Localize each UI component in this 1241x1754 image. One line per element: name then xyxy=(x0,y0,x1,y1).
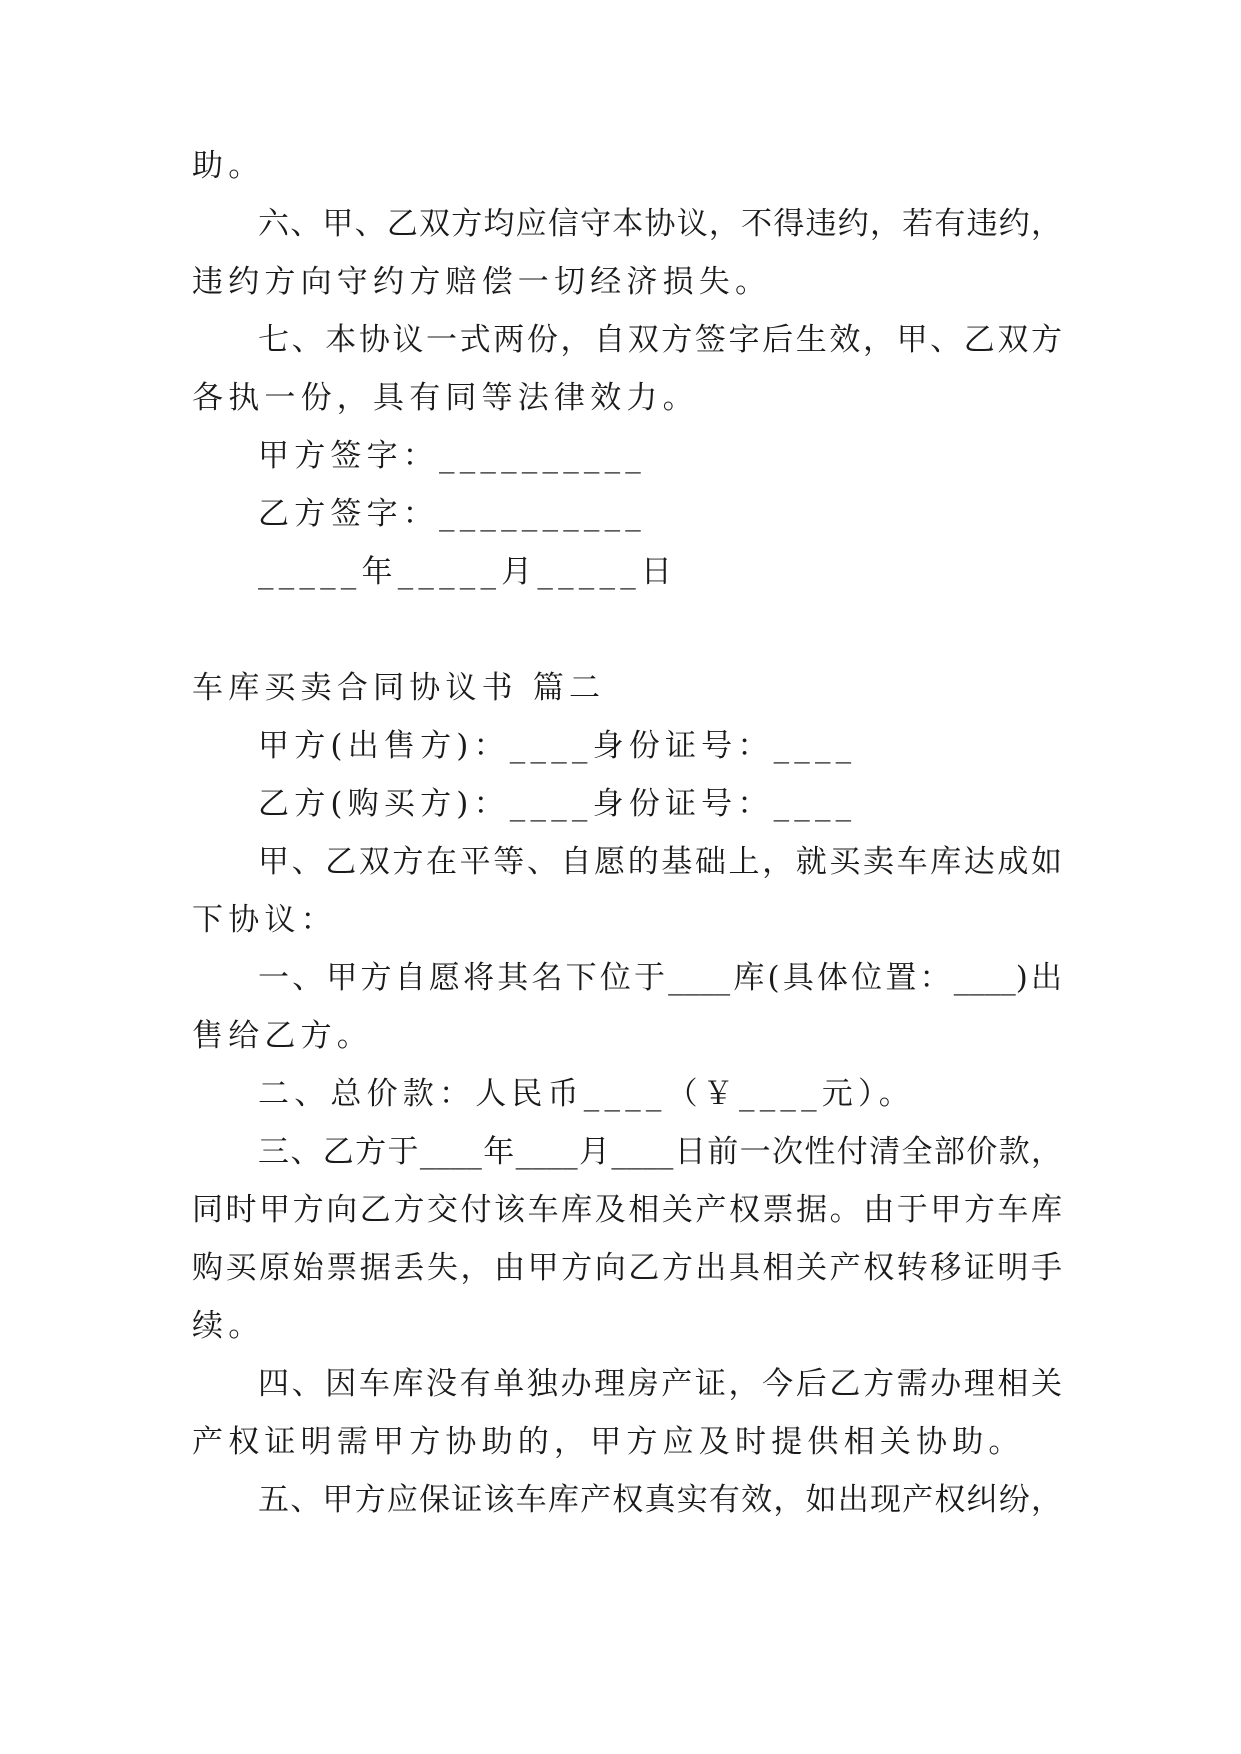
party-b-info: 乙方(购买方)：____身份证号：____ xyxy=(258,786,857,822)
date-line: _____年_____月_____日 xyxy=(258,554,678,590)
clause-one-line-1: 一、甲方自愿将其名下位于____库(具体位置：____)出 xyxy=(258,960,1062,996)
party-a-info: 甲方(出售方)：____身份证号：____ xyxy=(258,728,857,764)
clause-one-line-2: 售给乙方。 xyxy=(192,1018,373,1054)
preamble-line-2: 下协议： xyxy=(192,902,337,938)
clause-three-line-4: 续。 xyxy=(192,1308,265,1344)
preamble-line-1: 甲、乙双方在平等、自愿的基础上，就买卖车库达成如 xyxy=(258,844,1062,880)
section-title: 车库买卖合同协议书 篇二 xyxy=(192,670,606,706)
clause-seven-line-1: 七、本协议一式两份，自双方签字后生效，甲、乙双方 xyxy=(258,322,1062,358)
clause-four-line-2: 产权证明需甲方协助的，甲方应及时提供相关协助。 xyxy=(192,1424,1025,1460)
text-line: 助。 xyxy=(192,148,265,184)
clause-three-line-2: 同时甲方向乙方交付该车库及相关产权票据。由于甲方车库 xyxy=(192,1192,1062,1228)
clause-seven-line-2: 各执一份，具有同等法律效力。 xyxy=(192,380,699,416)
clause-three-line-3: 购买原始票据丢失，由甲方向乙方出具相关产权转移证明手 xyxy=(192,1250,1062,1286)
clause-five-line-1: 五、甲方应保证该车库产权真实有效，如出现产权纠纷， xyxy=(258,1482,1062,1518)
clause-three-line-1: 三、乙方于____年____月____日前一次性付清全部价款， xyxy=(258,1134,1062,1170)
party-a-signature: 甲方签字：__________ xyxy=(258,438,646,474)
clause-two: 二、总价款：人民币____（￥____元）。 xyxy=(258,1076,915,1112)
clause-four-line-1: 四、因车库没有单独办理房产证，今后乙方需办理相关 xyxy=(258,1366,1062,1402)
party-b-signature: 乙方签字：__________ xyxy=(258,496,646,532)
clause-six-line-2: 违约方向守约方赔偿一切经济损失。 xyxy=(192,264,772,300)
clause-six-line-1: 六、甲、乙双方均应信守本协议，不得违约，若有违约， xyxy=(258,206,1062,242)
